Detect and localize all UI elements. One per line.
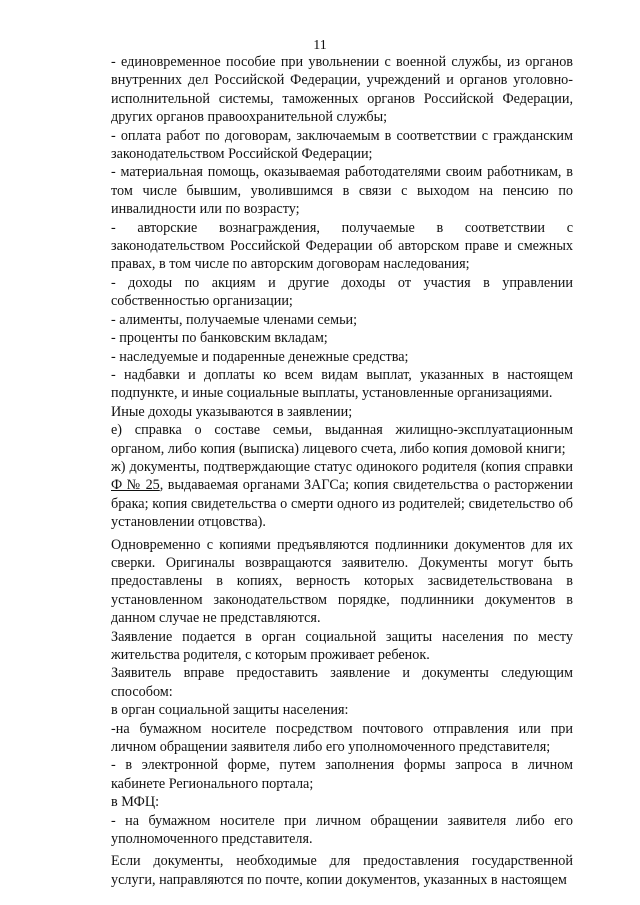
paragraph: - на бумажном носителе при личном обращении заявителя либо его уполномоченного представителя. (111, 812, 573, 848)
paragraph: в орган социальной защиты населения: (111, 702, 349, 719)
paragraph-zh-suffix: , выдаваемая органами ЗАГСа; копия свидетельства о расторжении брака; копия свидетельства о смерти одного из родителей; свидетельство об установлении отцовства). (111, 477, 574, 531)
paragraph: -на бумажном носителе посредством почтового отправления или при личном обращении заявителя либо его уполномоченного представителя; (111, 720, 573, 756)
paragraph: - оплата работ по договорам, заключаемым в соответствии с гражданским законодательством Российской Федерации; (111, 127, 573, 163)
paragraph: - проценты по банковским вкладам; (111, 330, 328, 347)
paragraph-zh (111, 458, 573, 532)
paragraph: - алименты, получаемые членами семьи; (111, 311, 358, 328)
paragraph: е) справка о составе семьи, выданная жилищно-эксплуатационным органом, либо копия (выписка) лицевого счета, либо копия домовой книги; (111, 422, 573, 457)
paragraph: - единовременное пособие при увольнении с военной службы, из органов внутренних дел Российской Федерации, учреждений и органов уголовно-исполнительной системы, таможенных органов Российской Федерации, других органов правоохранительной службы; (111, 54, 573, 126)
paragraph: - материальная помощь, оказываемая работодателями своим работникам, в том числе бывшим, уволившимся в связи с выходом на пенсию по инвалидности или по возрасту; (111, 164, 573, 218)
paragraph: - наследуемые и подаренные денежные средства; (111, 348, 409, 365)
paragraph: Если документы, необходимые для предоставления государственной услуги, направляются по почте, копии документов, указанных в настоящем (111, 853, 573, 888)
paragraph: Одновременно с копиями предъявляются подлинники документов для их сверки. Оригиналы возвращаются заявителю. Документы могут быть предоставлены в копиях, верность которых засвидетельствована в установленном законодательством порядке, подлинники документов в данном случае не представляются. (111, 536, 573, 627)
paragraph: в МФЦ: (111, 794, 160, 811)
page-number: 11 (313, 38, 327, 53)
paragraph-zh-prefix: ж) документы, подтверждающие статус одинокого родителя (копия справки (111, 458, 573, 475)
form-number: Ф № 25 (111, 477, 160, 494)
paragraph: - доходы по акциям и другие доходы от участия в управлении собственностью организации; (111, 274, 573, 310)
paragraph: Заявление подается в орган социальной защиты населения по месту жительства родителя, с которым проживает ребенок. (111, 628, 573, 663)
paragraph: Иные доходы указываются в заявлении; (111, 403, 353, 420)
paragraph: - авторские вознаграждения, получаемые в соответствии с законодательством Российской Федерации об авторском праве и смежных правах, в том числе по авторским договорам наследования; (111, 219, 573, 273)
paragraph: - надбавки и доплаты ко всем видам выплат, указанных в настоящем подпункте, и иные социальные выплаты, установленные организациями. (111, 366, 573, 402)
document-body (111, 53, 573, 889)
paragraph: - в электронной форме, путем заполнения формы запроса в личном кабинете Регионального портала; (111, 757, 573, 792)
paragraph: Заявитель вправе предоставить заявление и документы следующим способом: (111, 665, 573, 700)
